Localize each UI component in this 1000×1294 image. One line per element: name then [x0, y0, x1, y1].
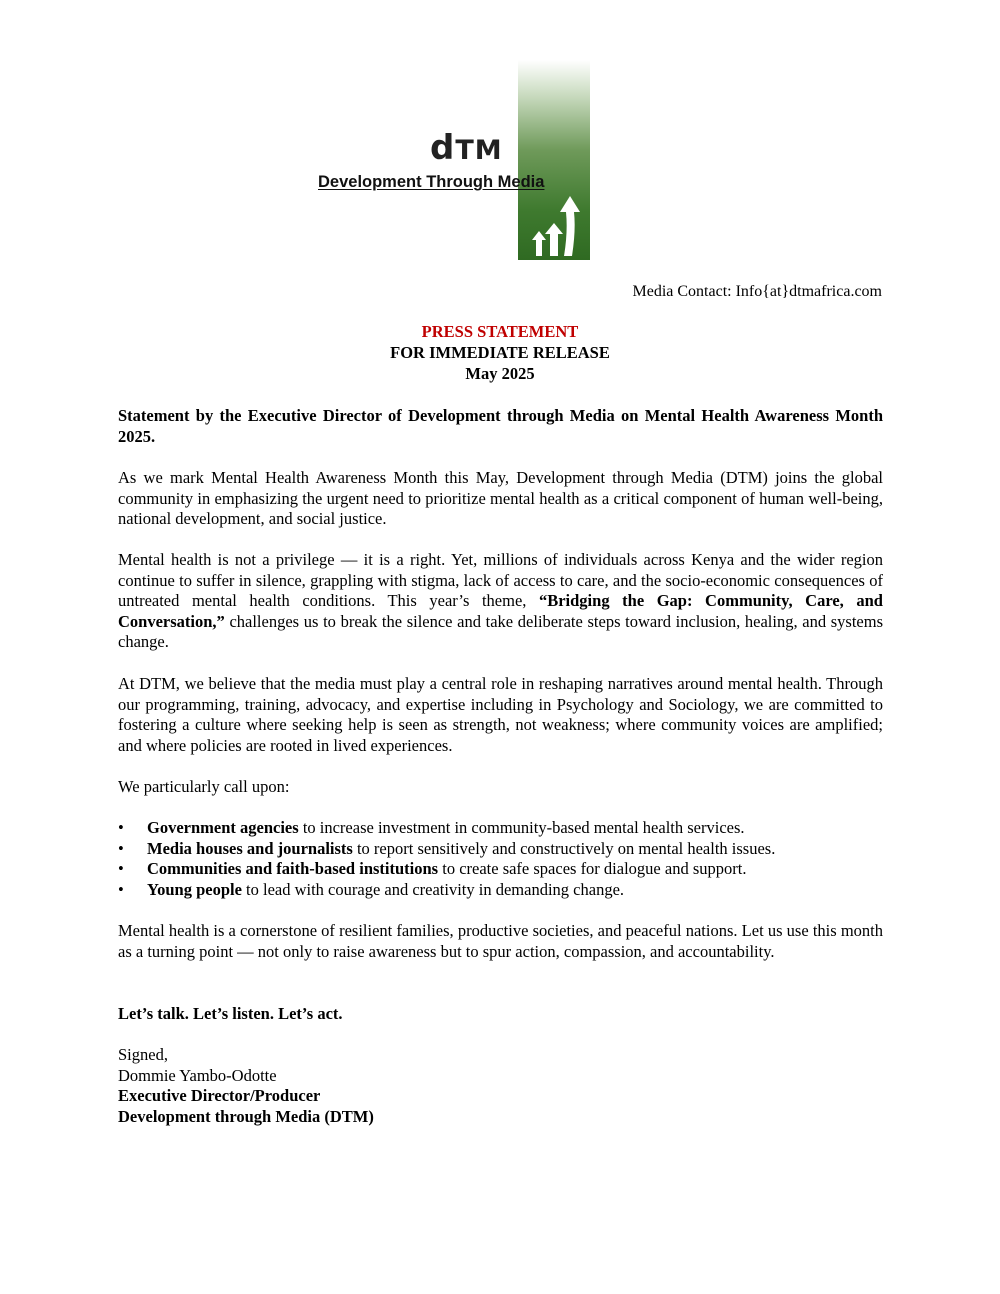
list-item — [118, 839, 883, 860]
list-item — [118, 880, 883, 901]
call-list — [118, 818, 883, 900]
signed-label: Signed, — [118, 1045, 168, 1064]
bullet: • — [118, 818, 124, 837]
call-action: to create safe spaces for dialogue and support. — [438, 859, 747, 879]
dtm-logo — [310, 60, 600, 265]
theme-name: “Bridging the Gap: Community, Care, and Conversation,” — [118, 591, 883, 631]
logo-name: Development Through Media — [318, 173, 545, 191]
press-statement-heading: PRESS STATEMENT — [421, 322, 579, 341]
call-action: to lead with courage and creativity in demanding change. — [241, 879, 625, 899]
release-heading: FOR IMMEDIATE RELEASE — [390, 343, 610, 362]
statement-title: Statement by the Executive Director of Development through Media on Mental Health Awareness Month 2025. — [118, 406, 883, 446]
paragraph-call-intro: We particularly call upon: — [118, 777, 290, 796]
logo-mark: dTM — [430, 128, 503, 168]
signer-role: Executive Director/Producer — [118, 1086, 321, 1106]
theme-text-after: challenges us to break the silence and take deliberate steps toward inclusion, healing, and systems change. — [118, 611, 883, 652]
signature-block — [118, 1045, 374, 1127]
signer-org: Development through Media (DTM) — [118, 1106, 374, 1126]
paragraph-dtm-role: At DTM, we believe that the media must play a central role in reshaping narratives around mental health. Through our programming, training, advocacy, and expertise including in Psychology and Sociology, we are committed to fostering a culture where seeking help is seen as strength, not weakness; where community voices are amplified; and where policies are rooted in lived experiences. — [118, 674, 883, 755]
call-target: Communities and faith-based institutions — [147, 859, 439, 879]
up-arrows-icon — [528, 190, 588, 260]
call-target: Young people — [147, 879, 242, 899]
list-item — [118, 859, 883, 880]
media-contact: Media Contact: Info{at}dtmafrica.com — [632, 283, 882, 300]
theme-text-before: Mental health is not a privilege — it is a right. Yet, millions of individuals across Kenya and the wider region continue to suffer in silence, grappling with stigma, lack of access to care, and the socio-economic consequences of untreated mental health conditions. This year’s theme, — [118, 550, 883, 611]
call-target: Government agencies — [147, 818, 299, 837]
paragraph-closing: Mental health is a cornerstone of resilient families, productive societies, and peaceful nations. Let us use this month as a turning point — not only to raise awareness but to spur action, compassion, and accountability. — [118, 921, 883, 961]
list-item — [118, 818, 883, 839]
signer-name: Dommie Yambo-Odotte — [118, 1065, 277, 1085]
bullet: • — [118, 859, 124, 879]
paragraph-theme — [118, 550, 883, 653]
call-target: Media houses and journalists — [147, 838, 353, 858]
paragraph-intro: As we mark Mental Health Awareness Month this May, Development through Media (DTM) joins the global community in emphasizing the urgent need to prioritize mental health as a critical component of human well-being, national development, and social justice. — [118, 468, 883, 529]
call-action: to report sensitively and constructively on mental health issues. — [352, 838, 776, 858]
bullet: • — [118, 838, 124, 858]
slogan: Let’s talk. Let’s listen. Let’s act. — [118, 1004, 343, 1023]
date-heading: May 2025 — [465, 364, 535, 383]
call-action: to increase investment in community-based mental health services. — [298, 818, 745, 837]
bullet: • — [118, 879, 124, 899]
